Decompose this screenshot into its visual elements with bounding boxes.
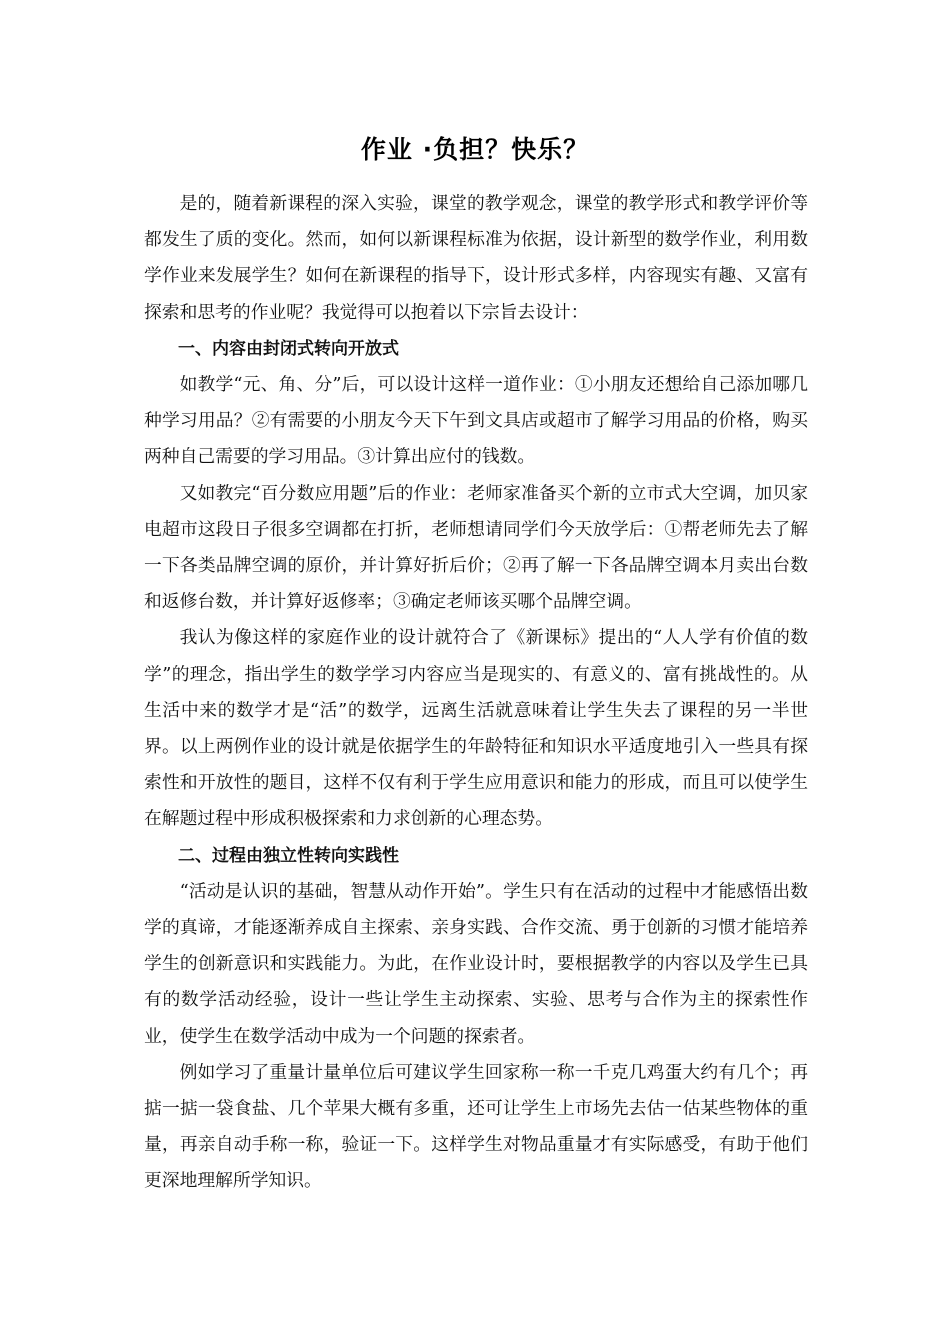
paragraph-example-3: 例如学习了重量计量单位后可建议学生回家称一称一千克几鸡蛋大约有几个；再掂一掂一袋食盐、几个苹果大概有多重，还可让学生上市场先去估一估某些物体的重量，再亲自动手称一称，验证一下。这样学生对物品重量才有实际感受，有助于他们更深地理解所学知识。 xyxy=(144,1061,808,1192)
paragraph-intro: 是的，随着新课程的深入实验，课堂的教学观念，课堂的教学形式和教学评价等都发生了质的变化。然而，如何以新课程标准为依据，设计新型的数学作业，利用数学作业来发展学生？如何在新课程的指导下，设计形式多样，内容现实有趣、又富有探索和思考的作业呢？我觉得可以抱着以下宗旨去设计： xyxy=(144,193,808,323)
paragraph-activity: “活动是认识的基础，智慧从动作开始”。学生只有在活动的过程中才能感悟出数学的真谛，才能逐渐养成自主探索、亲身实践、合作交流、勇于创新的习惯才能培养学生的创新意识和实践能力。为此，在作业设计时，要根据教学的内容以及学生已具有的数学活动经验，设计一些让学生主动探索、实验、思考与合作为主的探索性作业，使学生在数学活动中成为一个问题的探索者。 xyxy=(144,880,808,1047)
section-heading-2: 二、过程由独立性转向实践性 xyxy=(178,845,399,866)
document-title: 作业 ·负担？快乐？ xyxy=(360,135,590,164)
paragraph-analysis: 我认为像这样的家庭作业的设计就符合了《新课标》提出的“人人学有价值的数学”的理念，指出学生的数学学习内容应当是现实的、有意义的、富有挑战性的。从生活中来的数学才是“活”的数学，远离生活就意味着让学生失去了课程的另一半世界。以上两例作业的设计就是依据学生的年龄特征和知识水平适度地引入一些具有探索性和开放性的题目，这样不仅有利于学生应用意识和能力的形成，而且可以使学生在解题过程中形成积极探索和力求创新的心理态势。 xyxy=(144,627,808,830)
document-body xyxy=(144,186,808,1200)
paragraph-example-1: 如教学“元、角、分”后，可以设计这样一道作业：①小朋友还想给自己添加哪几种学习用品？②有需要的小朋友今天下午到文具店或超市了解学习用品的价格，购买两种自己需要的学习用品。③计算出应付的钱数。 xyxy=(144,374,808,468)
section-heading-1: 一、内容由封闭式转向开放式 xyxy=(178,338,399,359)
paragraph-example-2: 又如教完“百分数应用题”后的作业：老师家准备买个新的立市式大空调，加贝家电超市这段日子很多空调都在打折，老师想请同学们今天放学后：①帮老师先去了解一下各类品牌空调的原价，并计算好折后价；②再了解一下各品牌空调本月卖出台数和返修台数，并计算好返修率；③确定老师该买哪个品牌空调。 xyxy=(144,482,808,613)
